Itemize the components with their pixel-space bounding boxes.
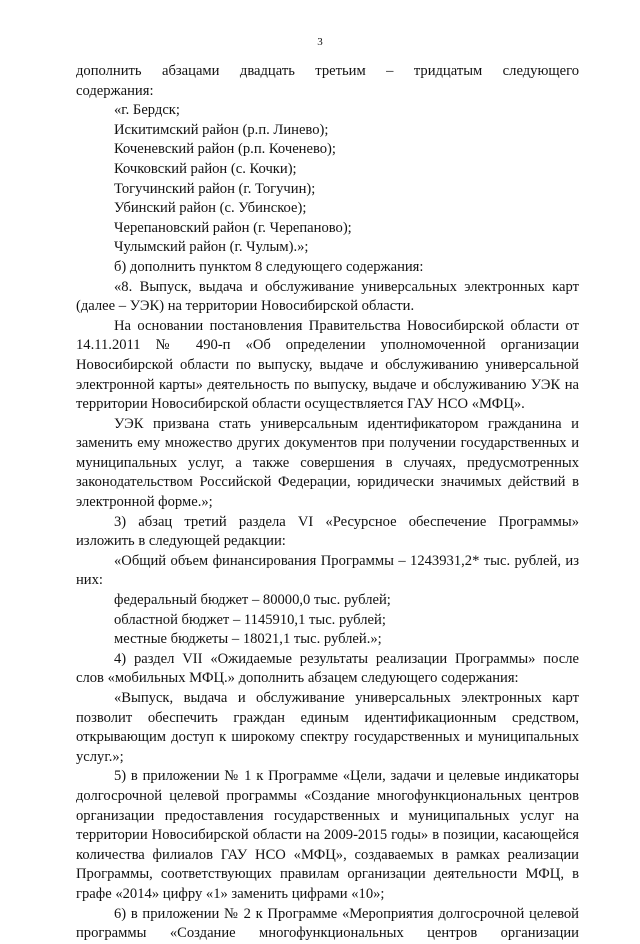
list-item: Убинский район (с. Убинское); bbox=[114, 200, 307, 217]
paragraph: «Общий объем финансирования Программы – 1243931,2* тыс. рублей, из них: bbox=[76, 552, 579, 589]
paragraph: УЭК призвана стать универсальным идентификатором гражданина и заменить ему множество других документов при получении государственных и муниципальных услуг, а также совершения в случаях, предусмотренных законодательством Российской Федерации, юридически значимых действий в электронной форме.»; bbox=[76, 415, 579, 511]
paragraph: «8. Выпуск, выдача и обслуживание универсальных электронных карт (далее – УЭК) на территории Новосибирской области. bbox=[76, 278, 579, 315]
paragraph: 4) раздел VII «Ожидаемые результаты реализации Программы» после слов «мобильных МФЦ.» дополнить абзацем следующего содержания: bbox=[76, 650, 579, 687]
list-item: Черепановский район (г. Черепаново); bbox=[114, 219, 352, 236]
paragraph: содержания: bbox=[76, 82, 154, 99]
list-item: Коченевский район (р.п. Коченево); bbox=[114, 141, 336, 158]
paragraph: б) дополнить пунктом 8 следующего содержания: bbox=[114, 258, 424, 275]
paragraph: 5) в приложении № 1 к Программе «Цели, задачи и целевые индикаторы долгосрочной целевой программы «Создание многофункциональных центров организации предоставления государственных и муниципальных услуг на территории Новосибирской области на 2009-2015 годы» в позиции, касающейся количества филиалов ГАУ НСО «МФЦ», создаваемых в рамках реализации Программы, соответствующих правилам организации деятельности МФЦ, в графе «2014» цифру «1» заменить цифрами «10»; bbox=[76, 768, 579, 902]
paragraph: 3) абзац третий раздела VI «Ресурсное обеспечение Программы» изложить в следующей редакции: bbox=[76, 513, 579, 550]
list-item: областной бюджет – 1145910,1 тыс. рублей; bbox=[114, 611, 386, 628]
list-item: Кочковский район (с. Кочки); bbox=[114, 160, 297, 177]
paragraph: дополнить абзацами двадцать третьим – тридцатым следующего bbox=[76, 63, 579, 79]
document-body bbox=[76, 62, 579, 944]
list-item: «г. Бердск; bbox=[114, 102, 180, 119]
list-item: федеральный бюджет – 80000,0 тыс. рублей; bbox=[114, 592, 391, 609]
list-item: Чулымский район (г. Чулым).»; bbox=[114, 239, 309, 256]
list-item: Тогучинский район (г. Тогучин); bbox=[114, 180, 316, 197]
paragraph: «Выпуск, выдача и обслуживание универсальных электронных карт позволит обеспечить граждан единым идентификационным средством, открывающим доступ к широкому спектру государственных и муниципальных услуг.»; bbox=[76, 690, 579, 765]
list-item: Искитимский район (р.п. Линево); bbox=[114, 121, 329, 138]
paragraph: 6) в приложении № 2 к Программе «Мероприятия долгосрочной целевой программы «Создание многофункциональных центров организации bbox=[76, 905, 579, 942]
page-number: 3 bbox=[317, 36, 323, 48]
list-item: местные бюджеты – 18021,1 тыс. рублей.»; bbox=[114, 631, 382, 648]
paragraph: На основании постановления Правительства Новосибирской области от 14.11.2011 № 490-п «Об определении уполномоченной организации Новосибирской области по выпуску, выдаче и обслуживанию универсальной электронной карты» деятельность по выпуску, выдаче и обслуживанию УЭК на территории Новосибирской области осуществляется ГАУ НСО «МФЦ». bbox=[76, 317, 579, 413]
